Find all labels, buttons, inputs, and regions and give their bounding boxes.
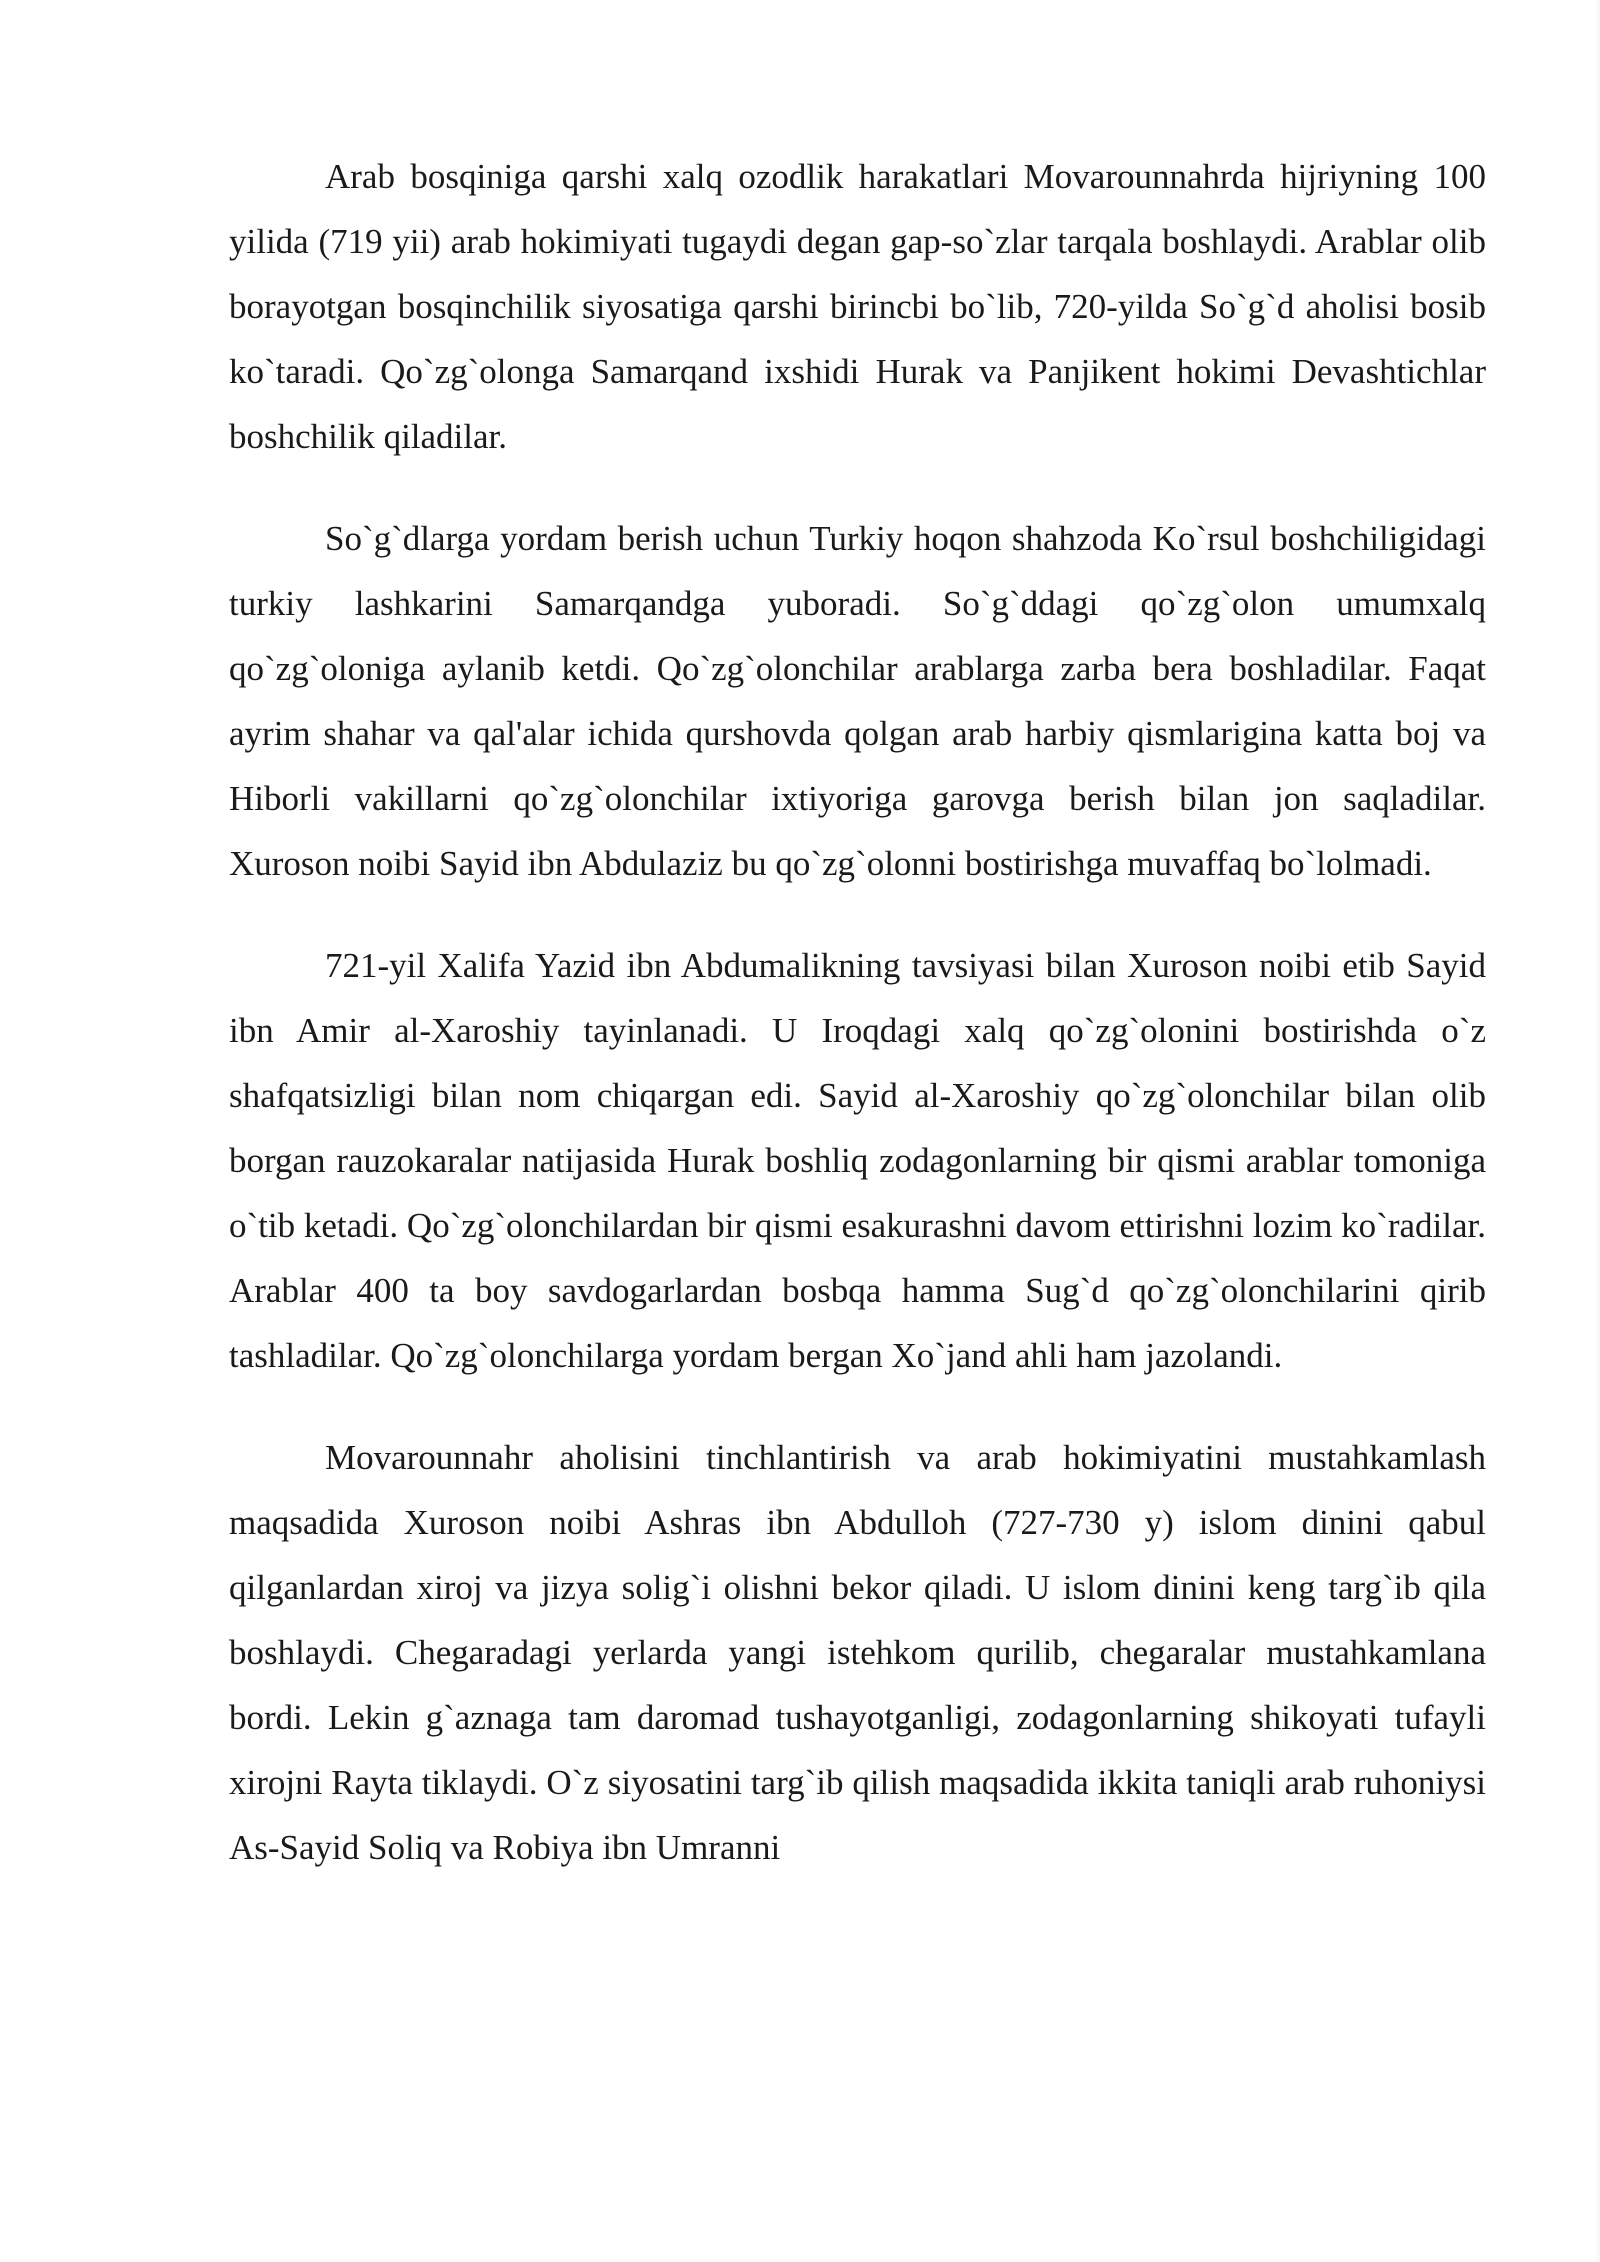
document-body	[229, 144, 1486, 1880]
paragraph-4: Movarounnahr aholisini tinchlantirish va arab hokimiyatini mustahkamlash maqsadida Xuroson noibi Ashras ibn Abdulloh (727-730 y) islom dinini qabul qilganlardan xiroj va jizya solig`i olishni bekor qiladi. U islom dinini keng targ`ib qila boshlaydi. Chegaradagi yerlarda yangi istehkom qurilib, chegaralar mustahkamlana bordi. Lekin g`aznaga tam daromad tushayotganligi, zodagonlarning shikoyati tufayli xirojni Rayta tiklaydi. O`z siyosatini targ`ib qilish maqsadida ikkita taniqli arab ruhoniysi As-Sayid Soliq va Robiya ibn Umranni	[229, 1438, 1486, 1867]
page-edge-shadow	[1594, 0, 1600, 2262]
paragraph-2: So`g`dlarga yordam berish uchun Turkiy hoqon shahzoda Ko`rsul boshchiligidagi turkiy lashkarini Samarqandga yuboradi. So`g`ddagi qo`zg`olon umumxalq qo`zg`oloniga aylanib ketdi. Qo`zg`olonchilar arablarga zarba bera boshladilar. Faqat ayrim shahar va qal'alar ichida qurshovda qolgan arab harbiy qismlariginа katta boj va Hiborli vakillarni qo`zg`olonchilar ixtiyoriga garovga berish bilan jon saqladilar. Xuroson noibi Sayid ibn Abdulaziz bu qo`zg`olonni bostirishga muvaffaq bo`lolmadi.	[229, 519, 1486, 883]
paragraph-3: 721-yil Xalifa Yazid ibn Abdumalikning tavsiyasi bilan Xuroson noibi etib Sayid ibn Amir al-Xaroshiy tayinlanadi. U Iroqdagi xalq qo`zg`olonini bostirishda o`z shafqatsizligi bilan nom chiqargan edi. Sayid al-Xaroshiy qo`zg`olonchilar bilan olib borgan rauzokaralar natijasida Hurak boshliq zodagonlarning bir qismi arablar tomoniga o`tib ketadi. Qo`zg`olonchilardan bir qismi esakurashni davom ettirishni lozim ko`radilar. Arablar 400 ta boy savdogarlardan bosbqa hamma Sug`d qo`zg`olonchilarini qirib tashladilar. Qo`zg`olonchilarga yordam bergan Xo`jand ahli ham jazolandi.	[229, 946, 1486, 1375]
paragraph-1: Arab bosqiniga qarshi xalq ozodlik harakatlari Movarounnahrda hijriyning 100 yilida (719 yii) arab hokimiyati tugaydi degan gap-so`zlar tarqala boshlaydi. Arablar olib borayotgan bosqinchilik siyosatiga qarshi birincbi bo`lib, 720-yilda So`g`d aholisi bosib ko`taradi. Qo`zg`olonga Samarqand ixshidi Hurak va Panjikent hokimi Devashtichlar boshchilik qiladilar.	[229, 157, 1486, 456]
